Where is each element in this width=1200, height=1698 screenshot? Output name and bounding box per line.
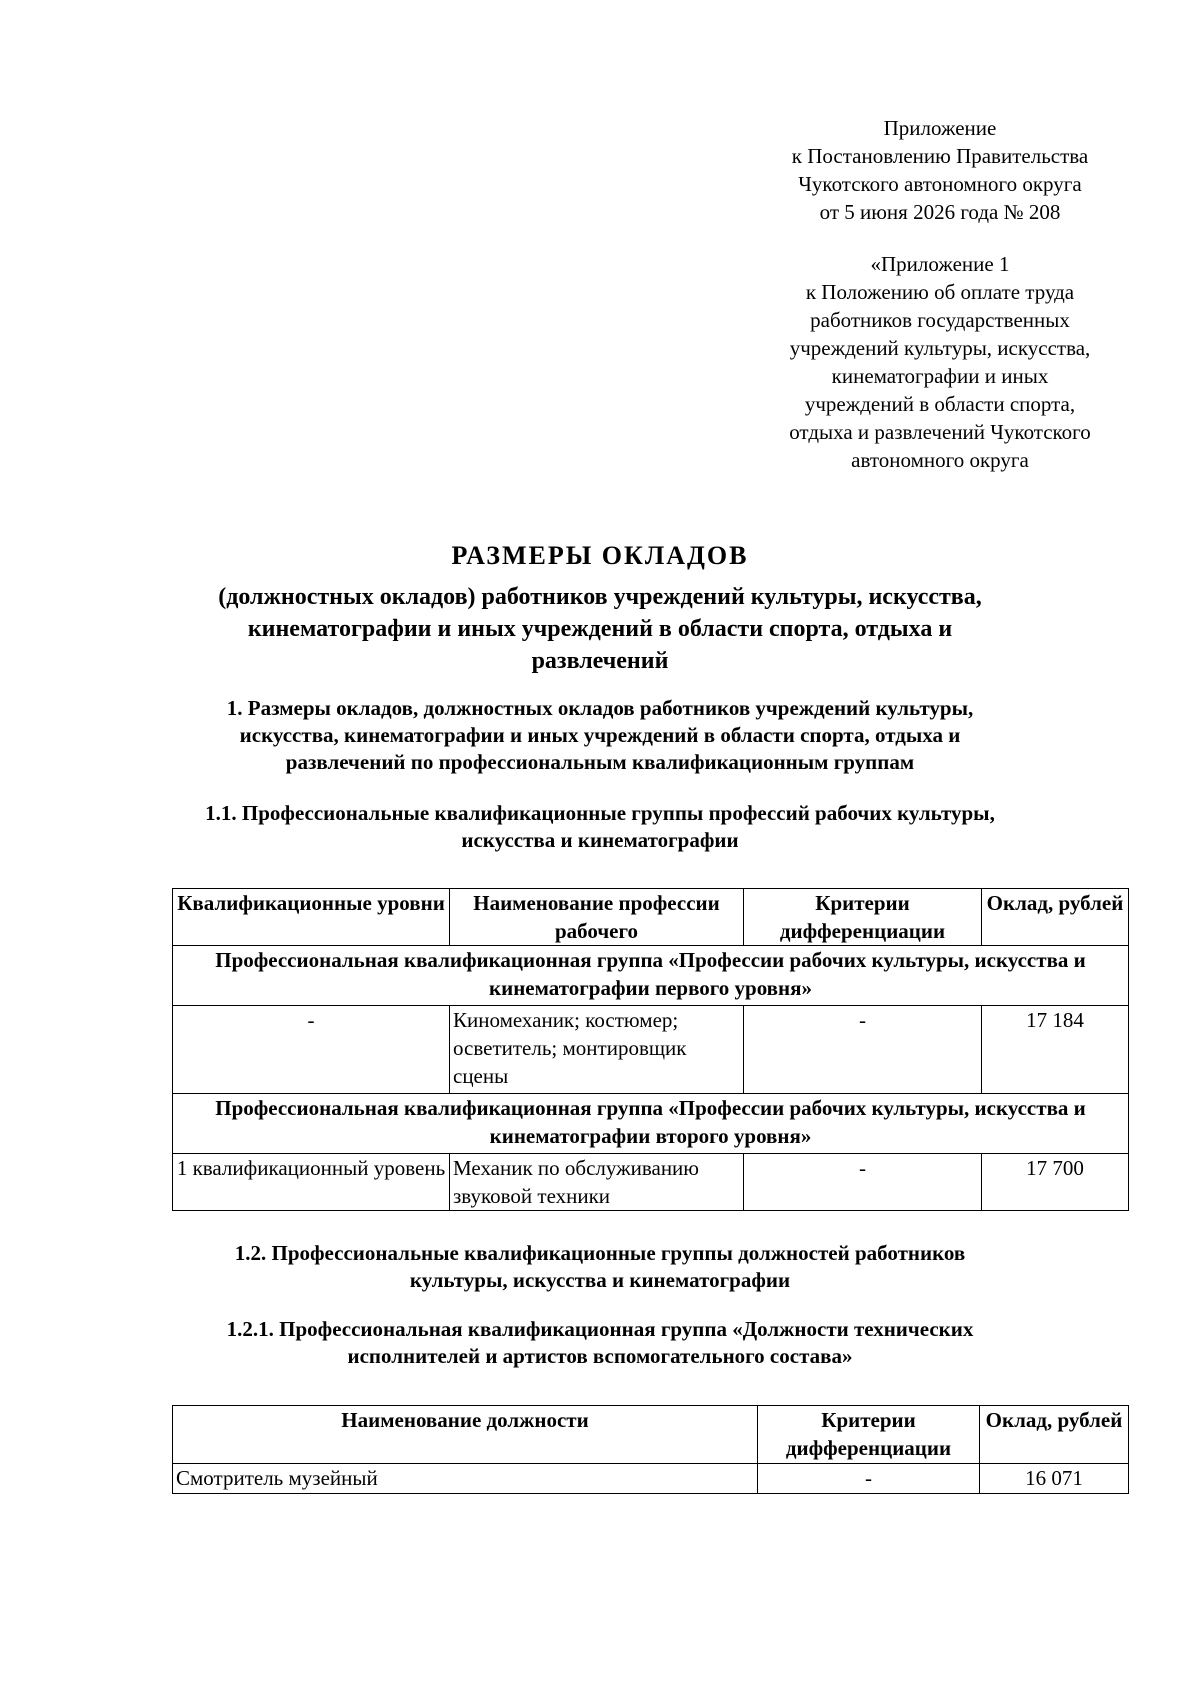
appendix-line: к Постановлению Правительства xyxy=(791,144,1089,168)
appendix-header xyxy=(740,114,1140,226)
cell-salary: 16 071 xyxy=(980,1464,1129,1494)
section-1-2-heading xyxy=(120,1240,1080,1294)
table-row xyxy=(173,1006,1129,1094)
cell-qualification-level: 1 квалификационный уровень xyxy=(173,1154,450,1211)
cell-qualification-level: - xyxy=(173,1006,450,1094)
header-differentiation-criteria: Критерии дифференциации xyxy=(758,1406,980,1464)
appendix1-line: работников государственных xyxy=(810,308,1070,332)
table-header-row xyxy=(173,889,1129,946)
appendix1-line: автономного округа xyxy=(851,448,1029,472)
cell-salary: 17 700 xyxy=(982,1154,1129,1211)
header-position-name: Наименование должности xyxy=(173,1406,758,1464)
cell-criteria: - xyxy=(758,1464,980,1494)
appendix1-line: учреждений в области спорта, xyxy=(804,392,1076,416)
cell-profession: Киномеханик; костюмер; осветитель; монтировщик сцены xyxy=(450,1006,744,1094)
section-line: 1.2.1. Профессиональная квалификационная группа «Должности технических xyxy=(226,1317,974,1341)
table-row xyxy=(173,1464,1129,1494)
cell-criteria: - xyxy=(744,1154,982,1211)
table-row xyxy=(173,1154,1129,1211)
section-line: искусства и кинематографии xyxy=(461,828,739,852)
document-subtitle xyxy=(120,581,1080,677)
group-title: Профессиональная квалификационная группа «Профессии рабочих культуры, искусства и кинематографии второго уровня» xyxy=(173,1094,1129,1154)
header-profession-name: Наименование профессии рабочего xyxy=(450,889,744,946)
appendix1-line: к Положению об оплате труда xyxy=(805,280,1075,304)
table-group-row xyxy=(173,946,1129,1006)
section-1-heading xyxy=(120,695,1080,776)
table-positions xyxy=(172,1405,1129,1494)
section-line: культуры, искусства и кинематографии xyxy=(409,1268,791,1292)
subtitle-line: кинематографии и иных учреждений в области спорта, отдыха и xyxy=(247,616,953,642)
document-title: РАЗМЕРЫ ОКЛАДОВ xyxy=(451,541,749,570)
cell-position: Смотритель музейный xyxy=(173,1464,758,1494)
cell-salary: 17 184 xyxy=(982,1006,1129,1094)
appendix1-header xyxy=(740,250,1140,474)
appendix-line: Приложение xyxy=(883,116,997,140)
section-line: 1.2. Профессиональные квалификационные группы должностей работников xyxy=(234,1241,966,1265)
cell-criteria: - xyxy=(744,1006,982,1094)
appendix1-line: кинематографии и иных xyxy=(831,364,1049,388)
group-title: Профессиональная квалификационная группа «Профессии рабочих культуры, искусства и кинематографии первого уровня» xyxy=(173,946,1129,1006)
table-group-row xyxy=(173,1094,1129,1154)
appendix-line: Чукотского автономного округа xyxy=(798,172,1082,196)
subtitle-line: (должностных окладов) работников учреждений культуры, искусства, xyxy=(218,584,982,610)
section-line: исполнителей и артистов вспомогательного состава» xyxy=(347,1344,853,1368)
table-header-row xyxy=(173,1406,1129,1464)
appendix1-line: учреждений культуры, искусства, xyxy=(789,336,1091,360)
appendix1-line: отдыха и развлечений Чукотского xyxy=(789,420,1091,444)
cell-profession: Механик по обслуживанию звуковой техники xyxy=(450,1154,744,1211)
section-1-1-heading xyxy=(120,800,1080,854)
header-qualification-levels: Квалификационные уровни xyxy=(173,889,450,946)
header-differentiation-criteria: Критерии дифференциации xyxy=(744,889,982,946)
appendix1-line: «Приложение 1 xyxy=(870,252,1010,276)
section-1-2-1-heading xyxy=(120,1316,1080,1370)
header-salary: Оклад, рублей xyxy=(982,889,1129,946)
section-line: 1. Размеры окладов, должностных окладов работников учреждений культуры, xyxy=(226,696,974,720)
appendix-line: от 5 июня 2026 года № 208 xyxy=(819,200,1061,224)
section-line: искусства, кинематографии и иных учреждений в области спорта, отдыха и xyxy=(239,723,961,747)
subtitle-line: развлечений xyxy=(531,648,669,674)
section-line: развлечений по профессиональным квалификационным группам xyxy=(285,750,915,774)
section-line: 1.1. Профессиональные квалификационные группы профессий рабочих культуры, xyxy=(205,801,995,825)
header-salary: Оклад, рублей xyxy=(980,1406,1129,1464)
table-worker-professions xyxy=(172,888,1129,1211)
